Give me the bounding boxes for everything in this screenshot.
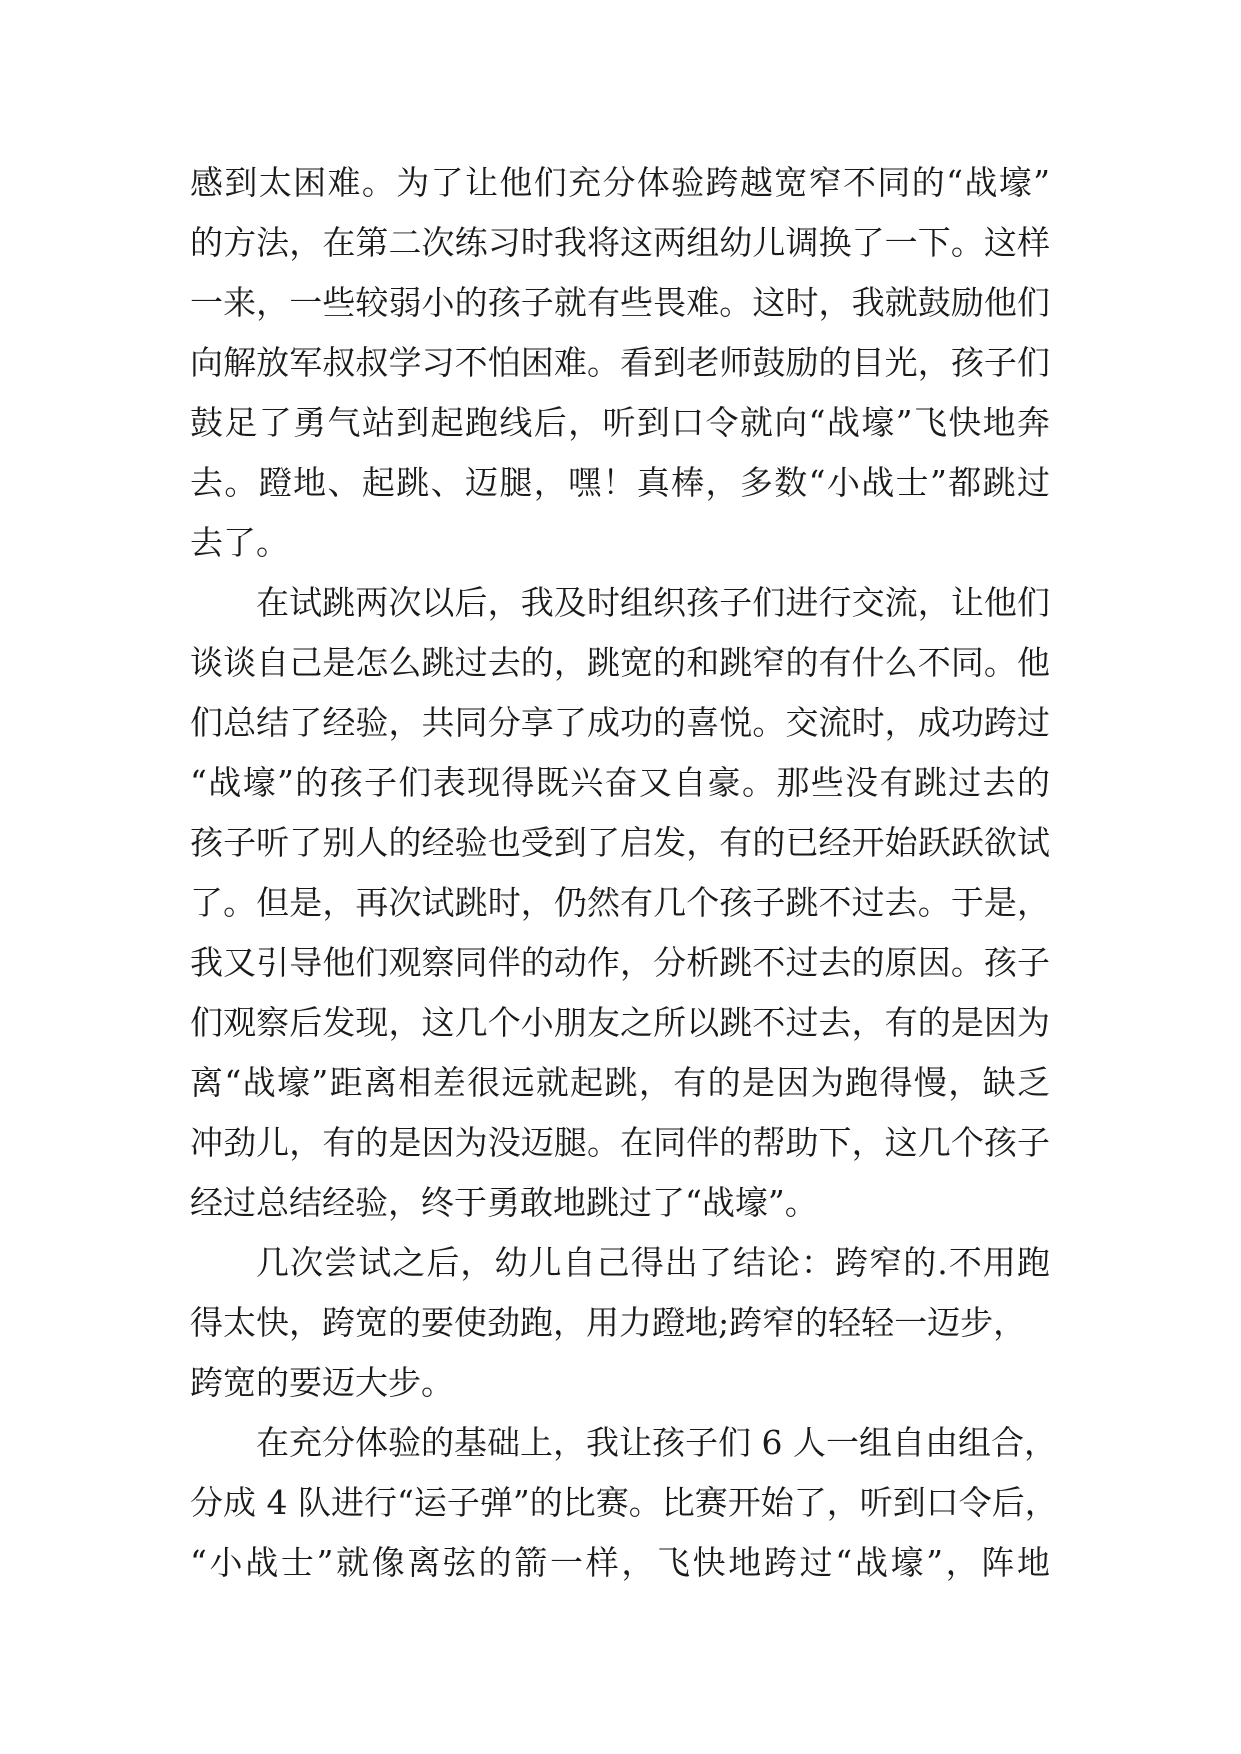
text-line: 向解放军叔叔学习不怕困难。看到老师鼓励的目光，孩子们 xyxy=(190,343,1050,382)
paragraph-first-line: 在试跳两次以后，我及时组织孩子们进行交流，让他们 xyxy=(256,583,1050,622)
text-line: 经过总结经验，终于勇敢地跳过了“战壕”。 xyxy=(190,1183,818,1222)
text-line: “小战士”就像离弦的箭一样，飞快地跨过“战壕”，阵地 xyxy=(190,1543,1050,1582)
text-line: “战壕”的孩子们表现得既兴奋又自豪。那些没有跳过去的 xyxy=(190,763,1050,802)
text-line: 谈谈自己是怎么跳过去的，跳宽的和跳窄的有什么不同。他 xyxy=(190,643,1050,682)
text-line: 一来，一些较弱小的孩子就有些畏难。这时，我就鼓励他们 xyxy=(190,283,1050,322)
paragraph-first-line: 在充分体验的基础上，我让孩子们 6 人一组自由组合， xyxy=(256,1423,1057,1462)
text-line: 了。但是，再次试跳时，仍然有几个孩子跳不过去。于是， xyxy=(190,883,1050,922)
text-line: 离“战壕”距离相差很远就起跳，有的是因为跑得慢，缺乏 xyxy=(190,1063,1050,1102)
text-line: 们总结了经验，共同分享了成功的喜悦。交流时，成功跨过 xyxy=(190,703,1050,742)
text-line: 鼓足了勇气站到起跑线后，听到口令就向“战壕”飞快地奔 xyxy=(190,403,1050,442)
text-line: 感到太困难。为了让他们充分体验跨越宽窄不同的“战壕” xyxy=(190,163,1050,202)
text-line: 跨宽的要迈大步。 xyxy=(190,1363,454,1402)
text-line: 们观察后发现，这几个小朋友之所以跳不过去，有的是因为 xyxy=(190,1003,1050,1042)
text-line: 得太快，跨宽的要使劲跑，用力蹬地;跨窄的轻轻一迈步， xyxy=(190,1303,1027,1342)
paragraph-first-line: 几次尝试之后，幼儿自己得出了结论：跨窄的.不用跑 xyxy=(256,1243,1050,1282)
text-line: 我又引导他们观察同伴的动作，分析跳不过去的原因。孩子 xyxy=(190,943,1050,982)
text-line: 分成 4 队进行“运子弹”的比赛。比赛开始了，听到口令后， xyxy=(190,1483,1058,1522)
text-line: 的方法，在第二次练习时我将这两组幼儿调换了一下。这样 xyxy=(190,223,1050,262)
document-body xyxy=(190,153,1058,1593)
text-line: 孩子听了别人的经验也受到了启发，有的已经开始跃跃欲试 xyxy=(190,823,1050,862)
text-line: 去。蹬地、起跳、迈腿，嘿！真棒，多数“小战士”都跳过 xyxy=(190,463,1050,502)
text-line: 冲劲儿，有的是因为没迈腿。在同伴的帮助下，这几个孩子 xyxy=(190,1123,1050,1162)
text-line: 去了。 xyxy=(190,523,289,562)
